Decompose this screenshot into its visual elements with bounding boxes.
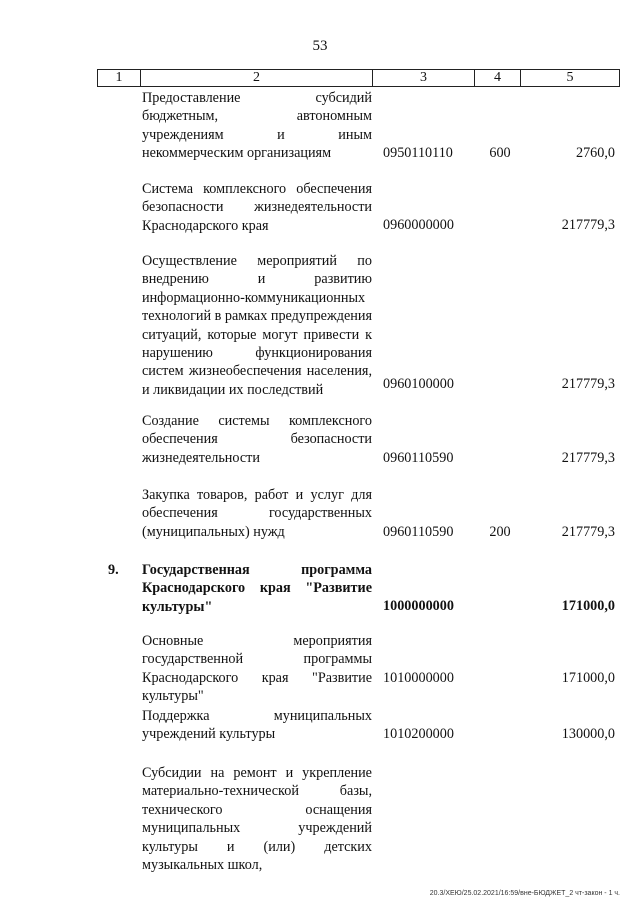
row-code: 1010000000	[383, 670, 454, 686]
row-amount: 130000,0	[561, 726, 615, 742]
row-code: 0950110110	[383, 145, 453, 161]
table-header	[97, 69, 620, 87]
row-code: 1000000000	[383, 598, 454, 614]
row-amount: 171000,0	[561, 598, 615, 614]
page-number: 53	[312, 38, 328, 54]
row-type: 600	[489, 145, 511, 161]
row-description: Поддержка муниципальных учреждений культуры	[142, 708, 372, 743]
row-description: Субсидии на ремонт и укрепление материально-технической базы, технического оснащения муниципальных учреждений культуры и (или) детских музыкальных школ,	[142, 765, 372, 874]
row-number: 9.	[108, 562, 119, 578]
row-amount: 217779,3	[561, 450, 615, 466]
row-description: Создание системы комплексного обеспечения безопасности жизнедеятельности	[142, 413, 372, 466]
row-amount: 2760,0	[575, 145, 615, 161]
document-footer: 20.3/ХЕЮ/25.02.2021/16:59/вне-БЮДЖЕТ_2 чт-закон - 1 ч.	[429, 890, 620, 897]
row-code: 1010200000	[383, 726, 454, 742]
row-amount: 217779,3	[561, 217, 615, 233]
header-col-5: 5	[566, 70, 574, 85]
row-description: Осуществление мероприятий по внедрению и развитию информационно-коммуникационных технологий в рамках предупреждения ситуаций, которые могут привести к нарушению функционирования систем жизнеобеспечения населения, и ликвидации их последствий	[142, 253, 372, 398]
row-description: Основные мероприятия государственной программы Краснодарского края "Развитие культуры"	[142, 633, 372, 705]
header-col-1: 1	[98, 70, 141, 86]
row-amount: 217779,3	[561, 524, 615, 540]
header-col-2: 2	[141, 70, 373, 86]
row-description: Государственная программа Краснодарского края "Развитие культуры"	[142, 562, 372, 615]
row-type: 200	[489, 524, 511, 540]
row-amount: 171000,0	[561, 670, 615, 686]
row-code: 0960000000	[383, 217, 454, 233]
row-description: Система комплексного обеспечения безопасности жизнедеятельности Краснодарского края	[142, 181, 372, 234]
header-col-4: 4	[475, 70, 521, 86]
row-code: 0960100000	[383, 376, 454, 392]
header-col-3: 3	[373, 70, 475, 86]
row-amount: 217779,3	[561, 376, 615, 392]
row-code: 0960110590	[383, 524, 454, 540]
row-description: Предоставление субсидий бюджетным, автономным учреждениям и иным некоммерческим организациям	[142, 90, 372, 162]
row-description: Закупка товаров, работ и услуг для обеспечения государственных (муниципальных) нужд	[142, 487, 372, 540]
row-code: 0960110590	[383, 450, 454, 466]
